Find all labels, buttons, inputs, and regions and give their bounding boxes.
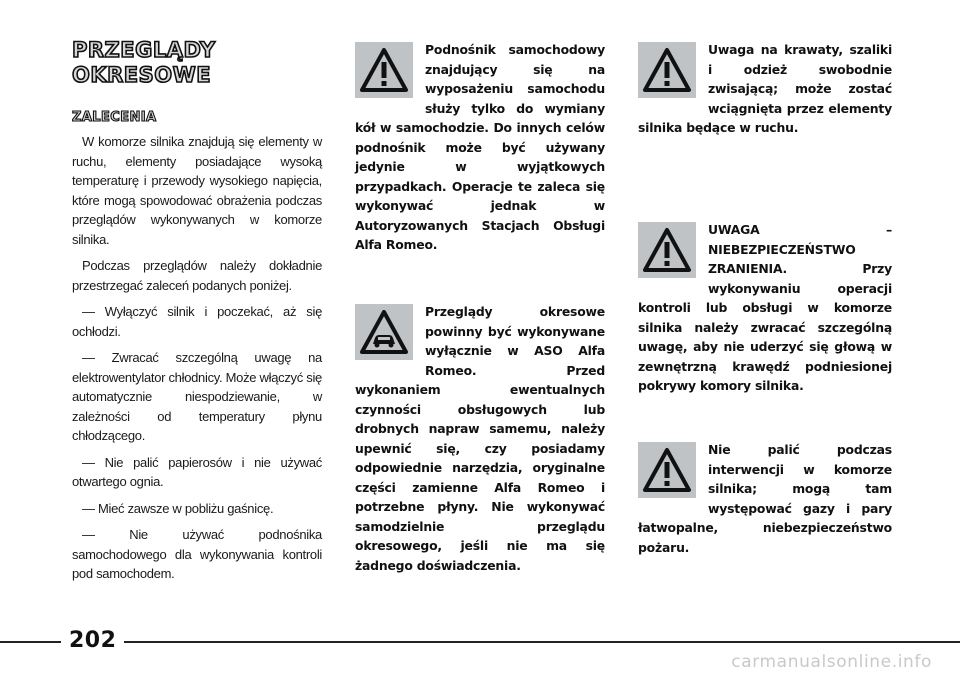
warning-service	[355, 302, 605, 575]
page-title: PRZEGLĄDY OKRESOWE	[72, 38, 216, 87]
car-warning-icon	[355, 304, 413, 360]
watermark: carmanualsonline.info	[731, 652, 932, 672]
warning-triangle-icon	[638, 442, 696, 498]
list-item-no-smoking: — Nie palić papierosów i nie używać otwartego ognia.	[72, 454, 322, 489]
warning-smoking-text: Nie palić podczas interwencji w komorze silnika; mogą tam występować gazy i pary łatwopalne, niebezpieczeństwo pożaru.	[638, 442, 892, 555]
warning-smoking	[638, 440, 892, 557]
warning-ties-text: Uwaga na krawaty, szaliki i odzież swobodnie zwisającą; może zostać wciągnięta przez elementy silnika będące w ruchu.	[638, 42, 892, 135]
warning-ties	[638, 40, 892, 138]
paragraph-intro: W komorze silnika znajdują się elementy w ruchu, elementy posiadające wysoką temperaturę i przewody wysokiego napięcia, które mogą spowodować obrażenia podczas przeglądów wykonywanych w komorze silnika.	[72, 134, 322, 247]
warning-danger-heading: UWAGA – NIEBEZPIECZEŃSTWO ZRANIENIA.	[708, 222, 892, 276]
footer-rule	[0, 641, 960, 643]
paragraph-follow: Podczas przeglądów należy dokładnie przestrzegać zaleceń podanych poniżej.	[72, 258, 322, 293]
warning-triangle-icon	[638, 222, 696, 278]
warning-danger	[638, 220, 892, 396]
list-item-engine-off: — Wyłączyć silnik i poczekać, aż się ochłodzi.	[72, 304, 322, 339]
list-item-fan: — Zwracać szczególną uwagę na elektrowentylator chłodnicy. Może włączyć się automatycznie niespodziewanie, w zależności od temperatury płynu chłodzącego.	[72, 350, 322, 443]
warning-triangle-icon	[638, 42, 696, 98]
warning-service-text: Przeglądy okresowe powinny być wykonywane wyłącznie w ASO Alfa Romeo. Przed wykonaniem ewentualnych czynności obsługowych lub drobnych napraw samemu, należy upewnić się, czy posiadamy odpowiednie narzędzia, oryginalne części zamienne Alfa Romeo i potrzebne płyny. Nie wykonywać samodzielnie przeglądu okresowego, jeśli nie ma się żadnego doświadczenia.	[355, 304, 605, 573]
list-item-no-jack: — Nie używać podnośnika samochodowego dla wykonywania kontroli pod samochodem.	[72, 527, 322, 581]
section-subtitle: ZALECENIA	[72, 110, 157, 125]
main-column	[72, 38, 322, 584]
warning-danger-text: Przy wykonywaniu operacji kontroli lub obsługi w komorze silnika należy zwracać szczególną uwagę, aby nie uderzyć się głową w zewnętrzną krawędź podniesionej pokrywy komory silnika.	[638, 261, 892, 393]
warning-jack	[355, 40, 605, 255]
list-item-extinguisher: — Mieć zawsze w pobliżu gaśnicę.	[82, 500, 274, 516]
page-number: 202	[61, 627, 124, 655]
warning-triangle-icon	[355, 42, 413, 98]
warning-jack-text: Podnośnik samochodowy znajdujący się na wyposażeniu samochodu służy tylko do wymiany kół w samochodzie. Do innych celów podnośnik może być używany jedynie w wyjątkowych przypadkach. Operacje te zaleca się wykonywać jednak w Autoryzowanych Stacjach Obsługi Alfa Romeo.	[355, 42, 605, 252]
